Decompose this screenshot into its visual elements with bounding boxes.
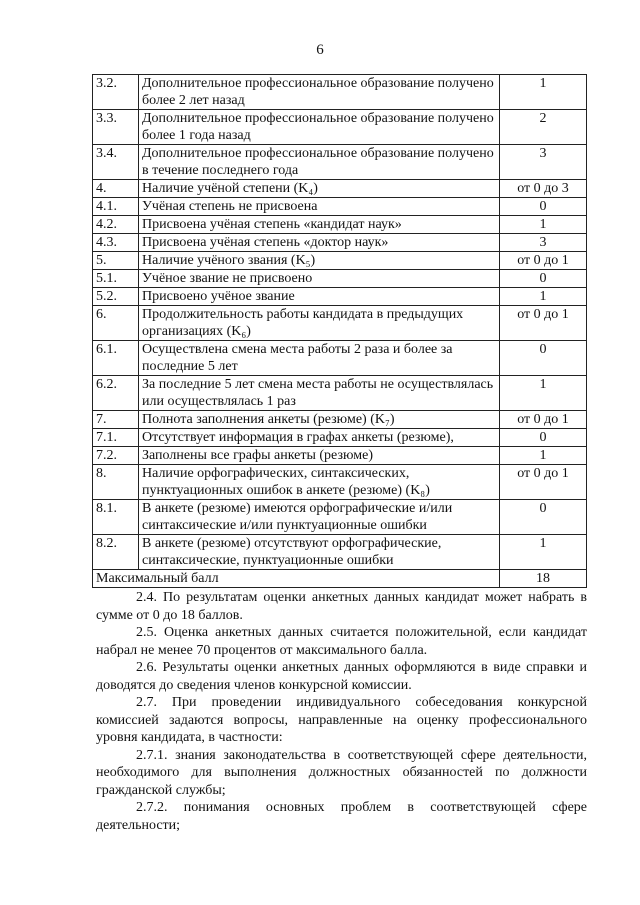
table-row: [93, 306, 587, 341]
table-row: [93, 535, 587, 570]
row-score: от 0 до 3: [500, 180, 587, 198]
row-score: от 0 до 1: [500, 306, 587, 341]
paragraph-2-6: 2.6. Результаты оценки анкетных данных оформляются в виде справки и доводятся до сведения членов конкурсной комиссии.: [96, 660, 587, 693]
row-description: Дополнительное профессиональное образование получено более 2 лет назад: [139, 75, 500, 110]
row-description: Присвоена учёная степень «кандидат наук»: [139, 216, 500, 234]
row-description: Дополнительное профессиональное образование получено в течение последнего года: [139, 145, 500, 180]
row-description: В анкете (резюме) имеются орфографические и/или синтаксические и/или пунктуационные ошибки: [139, 500, 500, 535]
table-row: [93, 180, 587, 198]
row-description: За последние 5 лет смена места работы не осуществлялась или осуществлялась 1 раз: [139, 376, 500, 411]
row-number: 4.3.: [93, 234, 139, 252]
row-number: 6.1.: [93, 341, 139, 376]
table-row: [93, 465, 587, 500]
row-description: Наличие учёной степени (K₄): [139, 180, 500, 198]
paragraph-2-7: 2.7. При проведении индивидуального собеседования конкурсной комиссией задаются вопросы, направленные на оценку профессионального уровня кандидата, в частности:: [96, 695, 587, 745]
paragraph-2-5: 2.5. Оценка анкетных данных считается положительной, если кандидат набрал не менее 70 процентов от максимального балла.: [96, 625, 587, 658]
paragraph-2-7-1: 2.7.1. знания законодательства в соответствующей сфере деятельности, необходимого для выполнения должностных обязанностей по должности гражданской службы;: [96, 747, 587, 798]
table-row: [93, 110, 587, 145]
body-text: [96, 589, 587, 834]
row-description: Отсутствует информация в графах анкеты (резюме),: [139, 429, 500, 447]
table-row: [93, 341, 587, 376]
table-row: [93, 234, 587, 252]
row-description: Дополнительное профессиональное образование получено более 1 года назад: [139, 110, 500, 145]
row-description: Присвоена учёная степень «доктор наук»: [139, 234, 500, 252]
row-number: 6.2.: [93, 376, 139, 411]
row-score: 3: [500, 145, 587, 180]
row-description: Полнота заполнения анкеты (резюме) (K₇): [139, 411, 500, 429]
row-number: 3.4.: [93, 145, 139, 180]
table-row: [93, 376, 587, 411]
paragraph-2-7-2: 2.7.2. понимания основных проблем в соответствующей сфере деятельности;: [96, 800, 587, 833]
row-description: В анкете (резюме) отсутствуют орфографические, синтаксические, пунктуационные ошибки: [139, 535, 500, 570]
row-score: 1: [500, 75, 587, 110]
row-number: 7.1.: [93, 429, 139, 447]
table-row: [93, 429, 587, 447]
row-score: 1: [500, 447, 587, 465]
table-row: [93, 198, 587, 216]
table-row: [93, 500, 587, 535]
row-number: 4.1.: [93, 198, 139, 216]
row-score: 0: [500, 198, 587, 216]
row-number: 8.2.: [93, 535, 139, 570]
total-row: [93, 570, 587, 588]
table-row: [93, 216, 587, 234]
page-number: 6: [316, 42, 324, 58]
row-score: от 0 до 1: [500, 411, 587, 429]
row-number: 3.3.: [93, 110, 139, 145]
row-score: 3: [500, 234, 587, 252]
row-score: 1: [500, 216, 587, 234]
row-description: Учёное звание не присвоено: [139, 270, 500, 288]
row-score: 1: [500, 535, 587, 570]
row-number: 5.: [93, 252, 139, 270]
row-score: 1: [500, 376, 587, 411]
row-number: 8.1.: [93, 500, 139, 535]
table-row: [93, 145, 587, 180]
table-row: [93, 75, 587, 110]
row-description: Заполнены все графы анкеты (резюме): [139, 447, 500, 465]
row-score: 1: [500, 288, 587, 306]
row-description: Осуществлена смена места работы 2 раза и более за последние 5 лет: [139, 341, 500, 376]
row-score: 0: [500, 429, 587, 447]
row-description: Учёная степень не присвоена: [139, 198, 500, 216]
row-number: 5.2.: [93, 288, 139, 306]
row-number: 3.2.: [93, 75, 139, 110]
row-score: 0: [500, 500, 587, 535]
row-description: Присвоено учёное звание: [139, 288, 500, 306]
row-number: 4.: [93, 180, 139, 198]
row-score: 0: [500, 270, 587, 288]
row-number: 7.: [93, 411, 139, 429]
total-value: 18: [500, 570, 587, 588]
table-row: [93, 252, 587, 270]
row-score: 2: [500, 110, 587, 145]
row-number: 8.: [93, 465, 139, 500]
row-description: Наличие учёного звания (K₅): [139, 252, 500, 270]
row-number: 7.2.: [93, 447, 139, 465]
table-row: [93, 447, 587, 465]
total-label: Максимальный балл: [93, 570, 500, 588]
table-row: [93, 411, 587, 429]
row-description: Продолжительность работы кандидата в предыдущих организациях (K₆): [139, 306, 500, 341]
row-number: 5.1.: [93, 270, 139, 288]
row-number: 6.: [93, 306, 139, 341]
table-row: [93, 288, 587, 306]
row-number: 4.2.: [93, 216, 139, 234]
row-description: Наличие орфографических, синтаксических, пунктуационных ошибок в анкете (резюме) (K₈): [139, 465, 500, 500]
criteria-table: [92, 74, 587, 588]
row-score: от 0 до 1: [500, 465, 587, 500]
row-score: 0: [500, 341, 587, 376]
paragraph-2-4: 2.4. По результатам оценки анкетных данных кандидат может набрать в сумме от 0 до 18 баллов.: [96, 590, 587, 623]
table-row: [93, 270, 587, 288]
row-score: от 0 до 1: [500, 252, 587, 270]
